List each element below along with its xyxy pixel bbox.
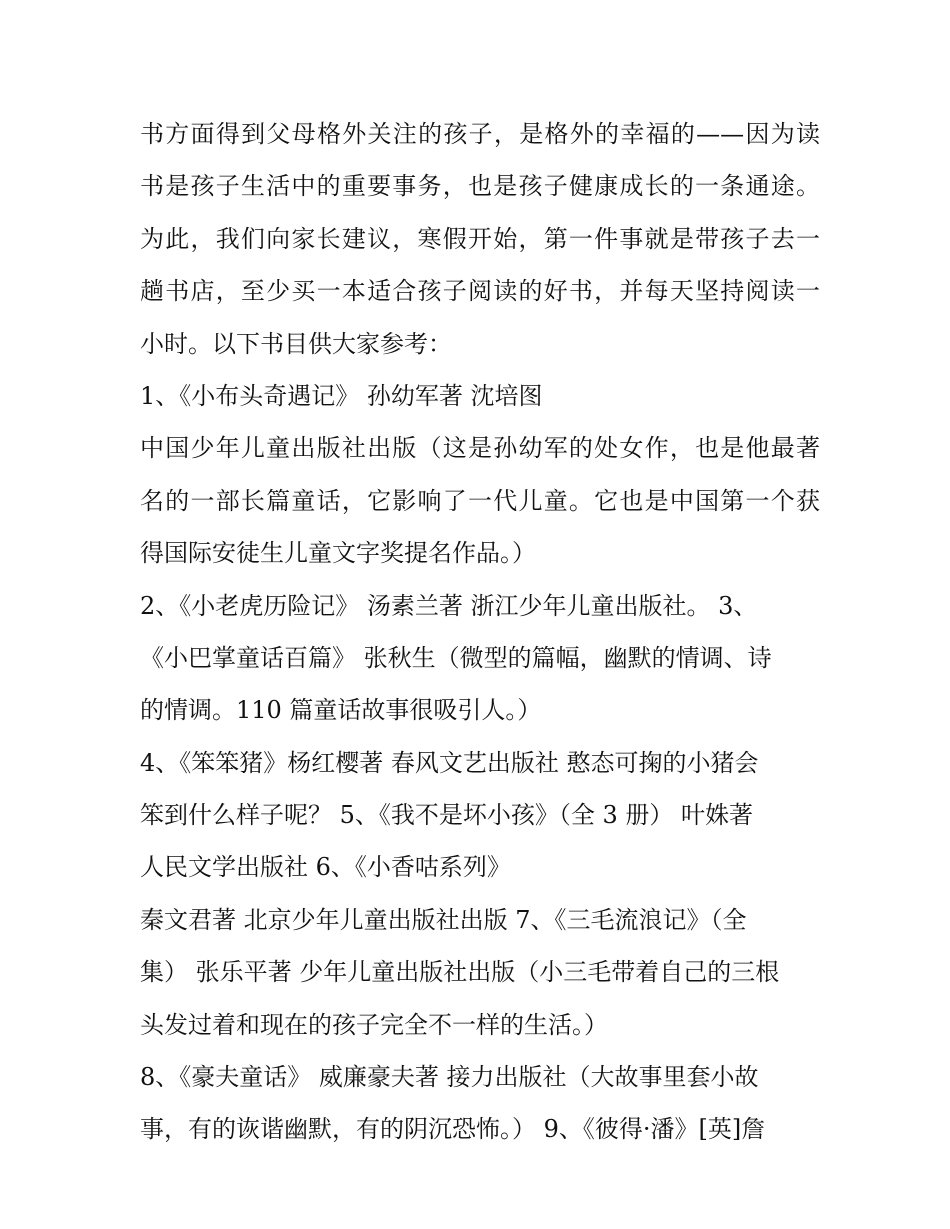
body-text (140, 108, 820, 1156)
text-line-1: 书方面得到父母格外关注的孩子，是格外的幸福的——因为读 (140, 120, 820, 148)
text-line-7: 中国少年儿童出版社出版（这是孙幼军的处女作，也是他最著 (140, 434, 820, 463)
text-line-19: 8、《豪夫童话》 威廉豪夫著 接力出版社（大故事里套小故 (140, 1063, 759, 1092)
text-line-18: 头发过着和现在的孩子完全不一样的生活。） (140, 1010, 608, 1039)
text-line-11: 《小巴掌童话百篇》 张秋生（微型的篇幅，幽默的情调、诗 (140, 643, 772, 672)
text-line-14: 笨到什么样子呢？ 5、《我不是坏小孩》（全 3 册） 叶姝著 (140, 801, 754, 830)
text-line-13: 4、《笨笨猪》杨红樱著 春风文艺出版社 憨态可掬的小猪会 (140, 748, 759, 777)
text-line-4: 趟书店，至少买一本适合孩子阅读的好书，并每天坚持阅读一 (140, 277, 820, 306)
text-line-15: 人民文学出版社 6、《小香咕系列》 (140, 853, 511, 882)
text-line-3: 为此，我们向家长建议，寒假开始，第一件事就是带孩子去一 (140, 224, 820, 253)
text-line-2: 书是孩子生活中的重要事务，也是孩子健康成长的一条通途。 (140, 172, 820, 201)
text-line-9: 得国际安徒生儿童文字奖提名作品。） (140, 539, 536, 568)
text-line-17: 集） 张乐平著 少年儿童出版社出版（小三毛带着自己的三根 (140, 958, 780, 987)
text-line-16: 秦文君著 北京少年儿童出版社出版 7、《三毛流浪记》（全 (140, 905, 747, 934)
text-line-10: 2、《小老虎历险记》 汤素兰著 浙江少年儿童出版社。 3、 (140, 591, 758, 620)
text-line-12: 的情调。110 篇童话故事很吸引人。） (140, 696, 542, 725)
text-line-5: 小时。以下书目供大家参考： (140, 329, 452, 358)
text-line-20: 事，有的诙谐幽默，有的阴沉恐怖。） 9、《彼得·潘》[英]詹 (140, 1115, 766, 1144)
text-line-8: 名的一部长篇童话，它影响了一代儿童。它也是中国第一个获 (140, 486, 820, 515)
text-line-6: 1、《小布头奇遇记》 孙幼军著 沈培图 (140, 381, 543, 410)
